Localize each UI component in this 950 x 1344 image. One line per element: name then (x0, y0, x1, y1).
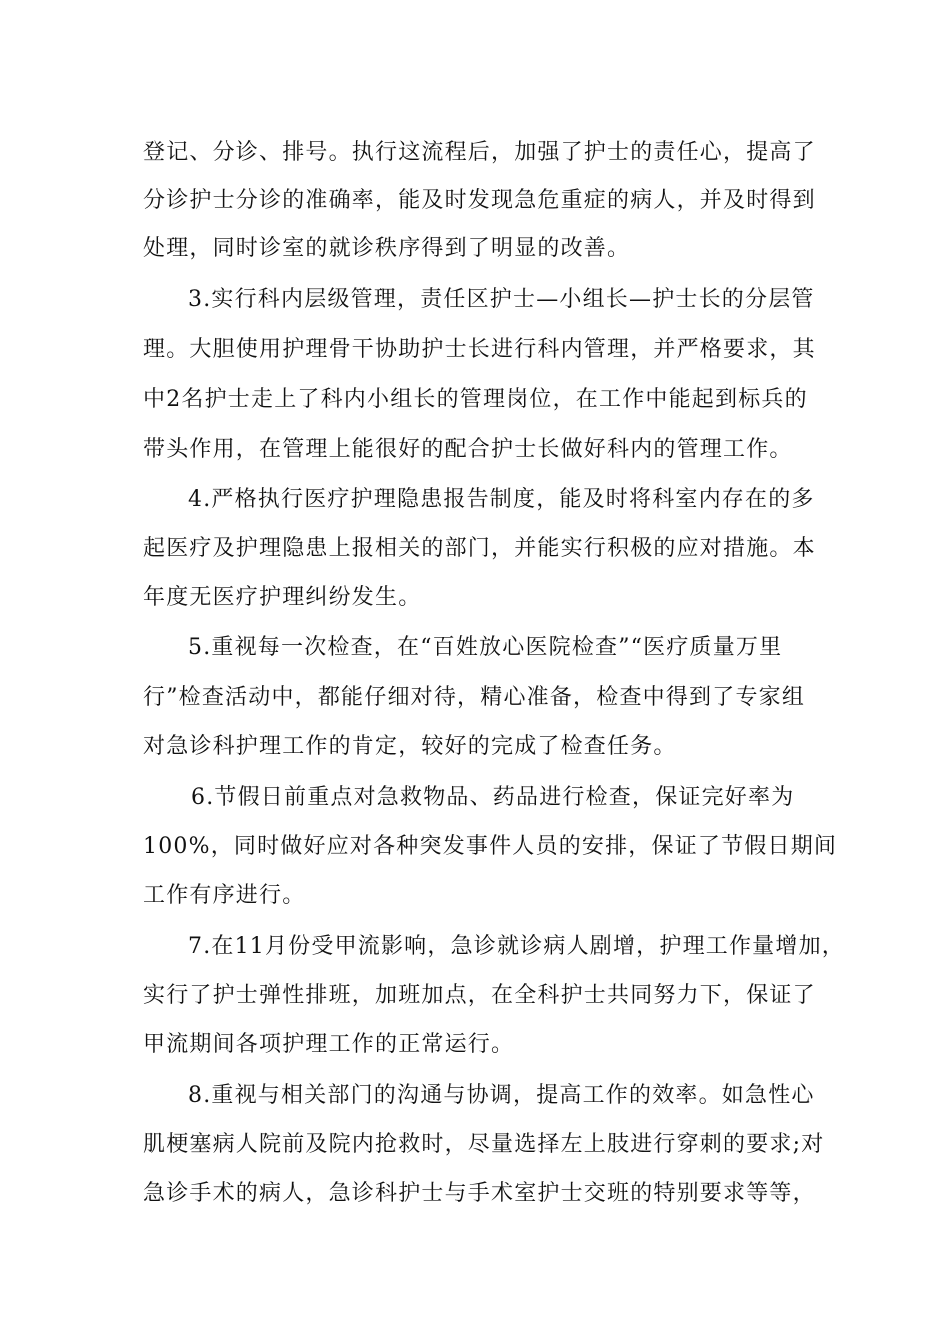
text-line: 处理，同时诊室的就诊秩序得到了明显的改善。 (143, 236, 631, 261)
text-line: 100%，同时做好应对各种突发事件人员的安排，保证了节假日期间 (143, 834, 838, 859)
text-line: 肌梗塞病人院前及院内抢救时，尽量选择左上肢进行穿刺的要求;对 (143, 1132, 825, 1157)
text-line: 6.节假日前重点对急救物品、药品进行检查，保证完好率为 (191, 785, 795, 810)
text-line: 8.重视与相关部门的沟通与协调，提高工作的效率。如急性心 (188, 1083, 815, 1108)
text-line: 急诊手术的病人，急诊科护士与手术室护士交班的特别要求等等， (143, 1181, 816, 1206)
text-line: 3.实行科内层级管理，责任区护士—小组长—护士长的分层管 (188, 287, 815, 312)
text-line: 带头作用，在管理上能很好的配合护士长做好科内的管理工作。 (143, 437, 793, 462)
text-line: 对急诊科护理工作的肯定，较好的完成了检查任务。 (143, 734, 677, 759)
text-line: 行”检查活动中，都能仔细对待，精心准备，检查中得到了专家组 (143, 685, 806, 710)
text-line: 实行了护士弹性排班，加班加点，在全科护士共同努力下，保证了 (143, 983, 816, 1008)
text-line: 分诊护士分诊的准确率，能及时发现急危重症的病人，并及时得到 (143, 188, 816, 213)
text-line: 登记、分诊、排号。执行这流程后，加强了护士的责任心，提高了 (143, 140, 816, 165)
text-line: 年度无医疗护理纠纷发生。 (143, 585, 422, 610)
text-line: 5.重视每一次检查，在“百姓放心医院检查”“医疗质量万里 (188, 635, 783, 660)
text-line: 工作有序进行。 (143, 883, 306, 908)
text-line: 4.严格执行医疗护理隐患报告制度，能及时将科室内存在的多 (188, 487, 815, 512)
text-line: 中2名护士走上了科内小组长的管理岗位，在工作中能起到标兵的 (143, 387, 808, 412)
text-line: 起医疗及护理隐患上报相关的部门，并能实行积极的应对措施。本 (143, 536, 816, 561)
text-line: 7.在11月份受甲流影响，急诊就诊病人剧增，护理工作量增加， (188, 934, 845, 959)
text-line: 甲流期间各项护理工作的正常运行。 (143, 1032, 515, 1057)
text-line: 理。大胆使用护理骨干协助护士长进行科内管理，并严格要求，其 (143, 337, 816, 362)
